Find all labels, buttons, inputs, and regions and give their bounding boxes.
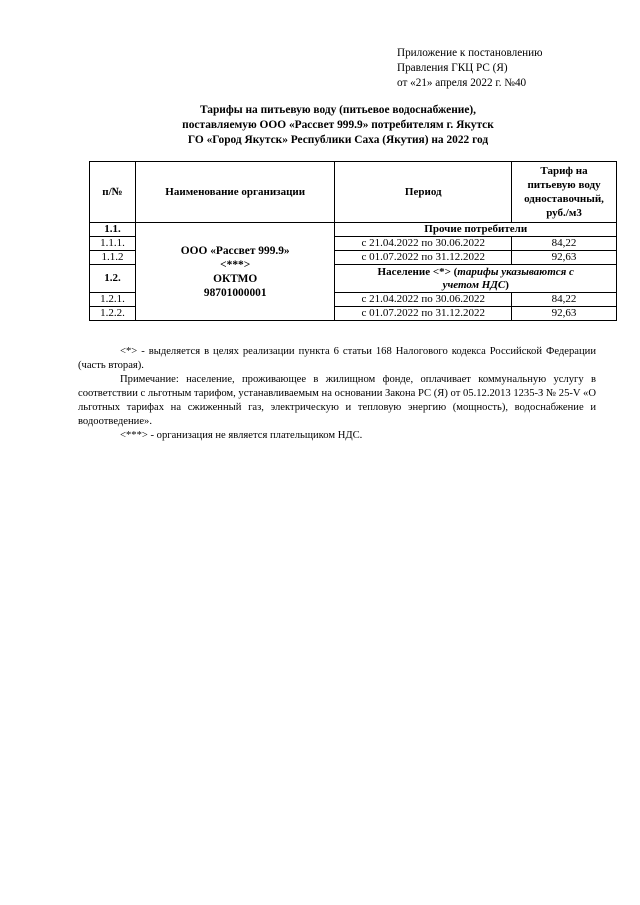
title-line-3: ГО «Город Якутск» Республики Саха (Якутия) на 2022 год <box>187 134 489 146</box>
row-period: с 01.07.2022 по 31.12.2022 <box>335 251 512 265</box>
group-2-num: 1.2. <box>90 265 136 293</box>
row-num: 1.1.2 <box>90 251 136 265</box>
header-tariff-line-4: руб./м3 <box>546 207 582 219</box>
table-header-row <box>90 162 617 223</box>
document-title <box>70 103 606 148</box>
table-row-group-1 <box>90 223 617 237</box>
header-tariff <box>512 162 617 223</box>
group-2-label-d: ) <box>505 278 509 291</box>
row-tariff: 84,22 <box>512 237 617 251</box>
row-period: с 21.04.2022 по 30.06.2022 <box>335 293 512 307</box>
tariff-table <box>89 161 617 321</box>
appendix-line-1: Приложение к постановлению <box>397 47 543 59</box>
organization-cell <box>135 223 335 321</box>
header-organization: Наименование организации <box>135 162 335 223</box>
title-line-1: Тарифы на питьевую воду (питьевое водоснабжение), <box>199 104 477 116</box>
footnote-non-vat-payer: <***> - организация не является плательщиком НДС. <box>120 430 363 441</box>
group-2-label-c: учетом НДС <box>442 278 506 291</box>
header-period: Период <box>335 162 512 223</box>
group-2-label-a: Население <*> ( <box>377 265 458 278</box>
header-tariff-line-2: питьевую воду <box>527 179 601 191</box>
group-2-label <box>335 265 617 293</box>
header-num: п/№ <box>90 162 136 223</box>
oktmo-label: ОКТМО <box>213 272 258 285</box>
footnote-vat-allocation: <*> - выделяется в целях реализации пункта 6 статьи 168 Налогового кодекса Российской Федерации (часть вторая). <box>78 346 596 371</box>
row-tariff: 92,63 <box>512 307 617 321</box>
appendix-line-2: Правления ГКЦ РС (Я) <box>397 62 508 74</box>
appendix-reference <box>397 46 543 91</box>
row-tariff: 92,63 <box>512 251 617 265</box>
header-tariff-line-3: одноставочный, <box>524 193 604 205</box>
row-period: с 21.04.2022 по 30.06.2022 <box>335 237 512 251</box>
group-1-num: 1.1. <box>90 223 136 237</box>
note-population: Примечание: население, проживающее в жилищном фонде, оплачивает коммунальную услугу в соответствии с льготным тарифом, устанавливаемым на основании Закона РС (Я) от 05.12.2013 1235-З № 25-V «О льготных тарифах на сжиженный газ, электрическую и тепловую энергию (мощность), водоснабжение и водоотведение». <box>78 374 596 427</box>
group-1-label: Прочие потребители <box>335 223 617 237</box>
row-tariff: 84,22 <box>512 293 617 307</box>
title-line-2: поставляемую ООО «Рассвет 999.9» потребителям г. Якутск <box>182 119 494 131</box>
oktmo-code: 98701000001 <box>203 286 267 299</box>
organization-mark: <***> <box>220 258 251 271</box>
row-num: 1.2.1. <box>90 293 136 307</box>
header-tariff-line-1: Тариф на <box>540 165 588 177</box>
row-num: 1.2.2. <box>90 307 136 321</box>
row-period: с 01.07.2022 по 31.12.2022 <box>335 307 512 321</box>
row-num: 1.1.1. <box>90 237 136 251</box>
organization-name: ООО «Рассвет 999.9» <box>180 244 290 257</box>
appendix-line-3: от «21» апреля 2022 г. №40 <box>397 77 527 89</box>
notes-section <box>78 345 596 443</box>
group-2-label-b: тарифы указываются с <box>457 265 574 278</box>
